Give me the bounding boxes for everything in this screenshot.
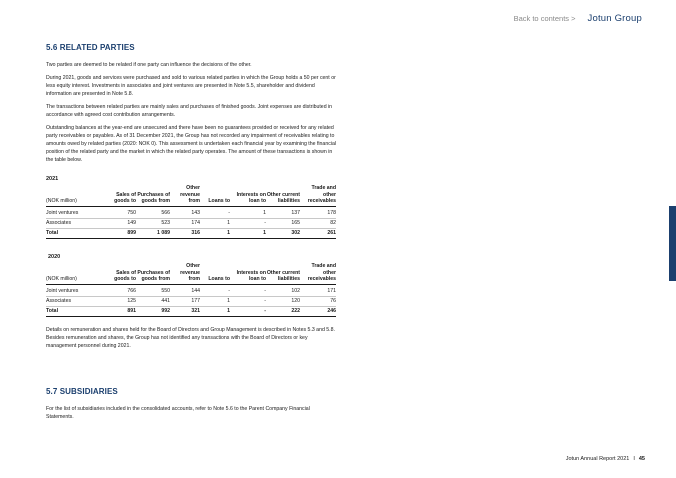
page-number: 45 [638,456,645,462]
related-parties-table-2020 [46,254,336,317]
table-cell: 178 [300,206,336,218]
table-cell: 899 [110,228,136,238]
table-cell: - [200,284,230,296]
table-row [46,206,336,218]
table-total-row [46,306,336,316]
table-cell: 177 [170,296,200,306]
table-cell: 143 [170,206,200,218]
section-heading-related-parties: 5.6 RELATED PARTIES [46,43,135,52]
related-parties-table-2021 [46,176,336,239]
report-title: Jotun Annual Report 2021 [565,456,630,462]
row-label: Total [46,306,110,316]
table-cell: 125 [110,296,136,306]
column-header: Other revenue from [180,185,200,204]
footer-separator: I [633,456,635,462]
column-header: Other current liabilities [266,191,300,204]
table-year-label: 2021 [46,176,59,182]
column-header: Sales of goods to [114,269,136,282]
column-header: Interests on loan to [236,191,266,204]
table-cell: 316 [170,228,200,238]
table-cell: 171 [300,284,336,296]
table-total-row [46,228,336,238]
table-cell: 102 [266,284,300,296]
paragraph: For the list of subsidiaries included in the consolidated accounts, refer to Note 5.6 to the Parent Company Financial Statements. [46,406,310,420]
table-row [46,296,336,306]
table-cell: 1 089 [136,228,170,238]
table-cell: 261 [300,228,336,238]
table-cell: 891 [110,306,136,316]
table-cell: 76 [300,296,336,306]
table-cell: 149 [110,218,136,228]
table-header-row [46,263,336,284]
column-header: Trade and other receivables [307,185,336,204]
paragraph: Details on remuneration and shares held for the Board of Directors and Group Management is described in Notes 5.3 and 5.8. Besides remuneration and shares, the Group has not identified any transactions with the Board of Directors or key management personnel during 2021. [46,327,335,349]
top-navigation [514,13,642,24]
paragraph: During 2021, goods and services were purchased and sold to various related parties in which the Group holds a 50 per cent or less equity interest. Investments in associates and joint ventures are presented in Note 5.5, shareholder and dividend information are presented in Note 5.8. [46,75,336,97]
row-label: Joint ventures [46,284,110,296]
table-cell: - [230,296,266,306]
table-cell: 321 [170,306,200,316]
table-cell: 1 [200,228,230,238]
page-footer [566,456,645,462]
table-cell: 174 [170,218,200,228]
section-heading-subsidiaries: 5.7 SUBSIDIARIES [46,387,118,396]
table-header-row [46,185,336,206]
column-header: Purchases of goods from [137,269,170,282]
row-label: Joint ventures [46,206,110,218]
table-cell: 82 [300,218,336,228]
table-cell: 1 [230,206,266,218]
brand-name: Jotun Group [587,13,642,24]
table-cell: 1 [230,228,266,238]
table-cell: 441 [136,296,170,306]
table-cell: 1 [200,306,230,316]
paragraph: Two parties are deemed to be related if one party can influence the decisions of the other. [46,62,252,68]
column-header: (NOK million) [46,198,77,204]
table-cell: 992 [136,306,170,316]
table-cell: 120 [266,296,300,306]
table-cell: 222 [266,306,300,316]
table-cell: - [230,218,266,228]
table-cell: - [230,306,266,316]
column-header: (NOK million) [46,276,77,282]
table-cell: 1 [200,218,230,228]
paragraph: The transactions between related parties are mainly sales and purchases of finished goods. Joint expenses are distributed in accordance with agreed cost contribution arrangements. [46,104,333,118]
table-cell: 566 [136,206,170,218]
table-row [46,218,336,228]
table-cell: - [200,206,230,218]
row-label: Associates [46,296,110,306]
table-row [46,284,336,296]
column-header: Other current liabilities [266,269,300,282]
column-header: Other revenue from [180,263,200,282]
table-cell: 550 [136,284,170,296]
table-cell: 523 [136,218,170,228]
row-label: Total [46,228,110,238]
section-side-tab [669,206,676,281]
column-header: Loans to [208,276,230,282]
column-header: Sales of goods to [114,191,136,204]
column-header: Interests on loan to [236,269,266,282]
table-cell: 1 [200,296,230,306]
column-header: Loans to [208,198,230,204]
row-label: Associates [46,218,110,228]
table-cell: 137 [266,206,300,218]
table-cell: - [230,284,266,296]
table-cell: 750 [110,206,136,218]
table-cell: 766 [110,284,136,296]
table-cell: 246 [300,306,336,316]
paragraph: Outstanding balances at the year-end are unsecured and there have been no guarantees provided or received for any related party receivables or payables. As of 31 December 2021, the Group has not recorded any impairment of receivables relating to amounts owed by related parties (2020: NOK 0). This assessment is undertaken each financial year by examining the financial position of the related party and the market in which the related party operates. The amount of these transactions is shown in the table below. [46,125,336,163]
table-cell: 302 [266,228,300,238]
table-year-label: 2020 [48,254,61,260]
table-cell: 165 [266,218,300,228]
back-to-contents-link[interactable]: Back to contents > [513,14,576,23]
column-header: Trade and other receivables [307,263,336,282]
column-header: Purchases of goods from [137,191,170,204]
table-cell: 144 [170,284,200,296]
